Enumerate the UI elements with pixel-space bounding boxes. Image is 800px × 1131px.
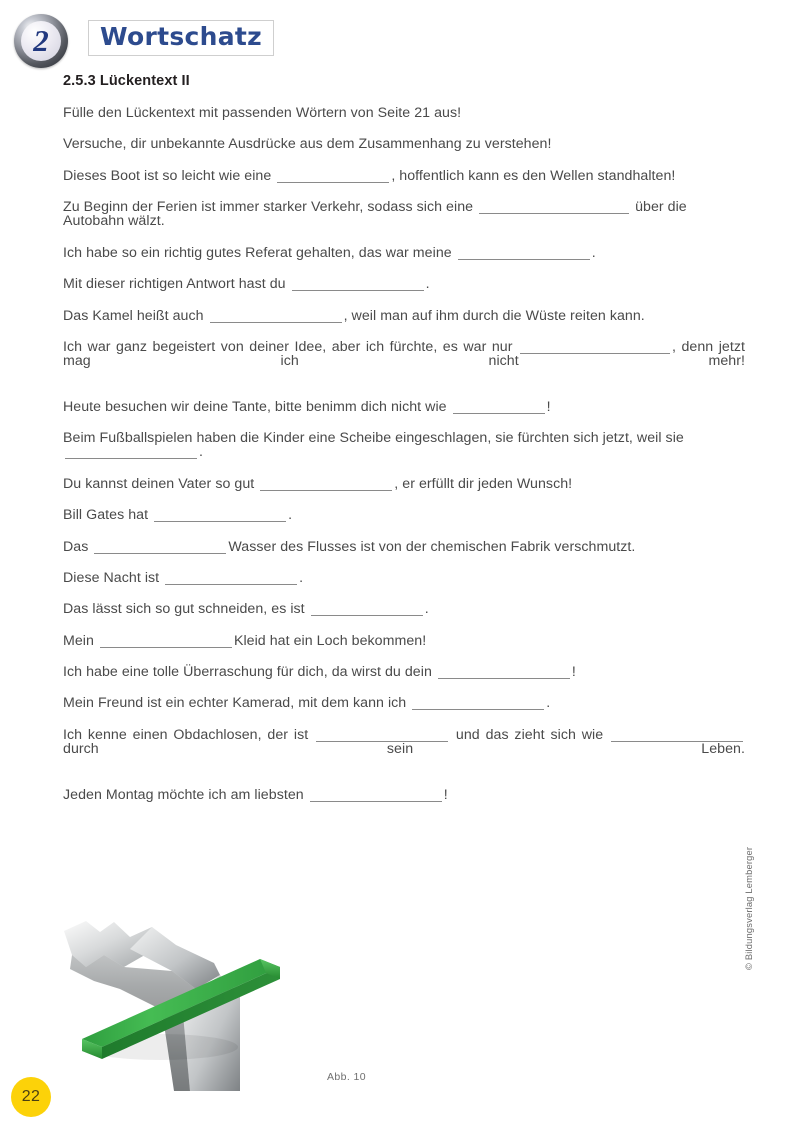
gap-item-before: Mit dieser richtigen Antwort hast du <box>63 276 286 293</box>
gap-item-after: Kleid hat ein Loch bekommen! <box>233 632 427 649</box>
gap-item-before: Das lässt sich so gut schneiden, es ist <box>63 601 305 618</box>
gap-item-after: . <box>199 444 203 461</box>
gap-blank[interactable] <box>310 791 442 802</box>
chapter-number: 2 <box>33 22 49 58</box>
gap-item <box>63 400 745 414</box>
gap-item-after: durch sein Leben. <box>63 741 745 758</box>
gap-item <box>63 340 745 383</box>
gap-blank[interactable] <box>94 543 226 554</box>
gap-item-after: ! <box>571 664 576 681</box>
gap-item-before: Das Kamel heißt auch <box>63 307 204 324</box>
gap-blank[interactable] <box>65 448 197 459</box>
page-number: 22 <box>21 1088 41 1105</box>
gap-blank[interactable] <box>154 511 286 522</box>
gap-item <box>63 540 745 554</box>
gap-item-before: Zu Beginn der Ferien ist immer starker Verkehr, sodass sich eine <box>63 199 474 216</box>
gap-blank[interactable] <box>479 203 629 214</box>
gap-item <box>63 665 745 679</box>
gap-item-after: . <box>425 276 430 293</box>
section-title-box <box>88 20 274 56</box>
gap-item-before: Ich habe so ein richtig gutes Referat gehalten, das war meine <box>63 244 452 261</box>
gap-item <box>63 200 745 228</box>
gap-item-after: . <box>288 507 293 524</box>
gap-item <box>63 246 745 260</box>
gap-item-before: Diese Nacht ist <box>63 569 160 586</box>
gap-item-after: . <box>299 569 304 586</box>
gap-item-after: ! <box>443 786 448 803</box>
gap-item-after: über die Autobahn wälzt. <box>63 199 687 230</box>
gap-item-after: , denn jetzt mag ich nicht mehr! <box>63 338 745 370</box>
gap-blank[interactable] <box>458 249 590 260</box>
gap-item-after: , weil man auf ihm durch die Wüste reiten kann. <box>343 307 645 324</box>
gap-item-middle: und das zieht sich wie <box>455 726 604 743</box>
gap-item <box>63 277 745 291</box>
gap-item <box>63 634 745 648</box>
gap-item-before: Beim Fußballspielen haben die Kinder eine Scheibe eingeschlagen, sie fürchten sich jetzt, weil sie <box>63 430 684 447</box>
gap-blank[interactable] <box>277 172 389 183</box>
gap-blank[interactable] <box>311 605 423 616</box>
exercise-body <box>63 106 745 819</box>
green-plank-bridging-chasm-icon <box>64 911 320 1091</box>
gap-blank[interactable] <box>438 668 570 679</box>
figure-caption: Abb. 10 <box>327 1071 366 1083</box>
gap-item-after: . <box>424 601 429 618</box>
instruction-text: Fülle den Lückentext mit passenden Wörtern von Seite 21 aus! <box>63 105 462 121</box>
gap-item-before: Du kannst deinen Vater so gut <box>63 475 255 492</box>
gap-item-after: . <box>546 695 551 712</box>
gap-blank[interactable] <box>453 403 545 414</box>
gap-item-before: Ich war ganz begeistert von deiner Idee, aber ich fürchte, es war nur <box>63 338 513 355</box>
gap-blank[interactable] <box>100 637 232 648</box>
gap-item <box>63 508 745 522</box>
gap-item-before: Ich kenne einen Obdachlosen, der ist <box>63 726 309 743</box>
page-number-badge <box>11 1077 51 1117</box>
copyright-notice: © Bildungsverlag Lemberger <box>744 846 754 970</box>
gap-item <box>63 309 745 323</box>
gap-item-after: ! <box>546 398 551 415</box>
page-header <box>14 12 774 70</box>
gap-item-before: Ich habe eine tolle Überraschung für dich, da wirst du dein <box>63 664 432 681</box>
gap-blank[interactable] <box>292 280 424 291</box>
gap-item-before: Jeden Montag möchte ich am liebsten <box>63 786 304 803</box>
gap-item-before: Das <box>63 538 89 555</box>
exercise-subheading: 2.5.3 Lückentext II <box>63 73 190 89</box>
page-title: Wortschatz <box>100 22 263 51</box>
gap-item <box>63 571 745 585</box>
gap-item <box>63 788 745 802</box>
gap-blank[interactable] <box>210 312 342 323</box>
gap-blank[interactable] <box>165 574 297 585</box>
instruction-line <box>63 137 745 151</box>
gap-item-after: Wasser des Flusses ist von der chemischen Fabrik verschmutzt. <box>228 538 636 555</box>
gap-blank[interactable] <box>260 480 392 491</box>
gap-item-before: Bill Gates hat <box>63 507 149 524</box>
gap-item <box>63 728 745 771</box>
gap-item <box>63 477 745 491</box>
gap-item-after: , hoffentlich kann es den Wellen standhalten! <box>391 167 676 184</box>
gap-blank[interactable] <box>412 699 544 710</box>
figure-plank-over-chasm <box>64 911 320 1091</box>
chapter-badge-inner <box>21 21 61 61</box>
gap-item-after: . <box>591 244 596 261</box>
instruction-text: Versuche, dir unbekannte Ausdrücke aus dem Zusammenhang zu verstehen! <box>63 136 552 153</box>
gap-item-before: Heute besuchen wir deine Tante, bitte benimm dich nicht wie <box>63 398 447 415</box>
gap-item-after: , er erfüllt dir jeden Wunsch! <box>394 475 573 492</box>
gap-item <box>63 431 745 459</box>
gap-item <box>63 169 745 183</box>
gap-item-before: Dieses Boot ist so leicht wie eine <box>63 167 272 184</box>
chapter-number-badge-icon <box>14 14 68 68</box>
gap-item-before: Mein <box>63 632 94 649</box>
gap-item-before: Mein Freund ist ein echter Kamerad, mit dem kann ich <box>63 695 407 712</box>
gap-item <box>63 602 745 616</box>
instruction-line <box>63 106 745 120</box>
gap-item <box>63 696 745 710</box>
